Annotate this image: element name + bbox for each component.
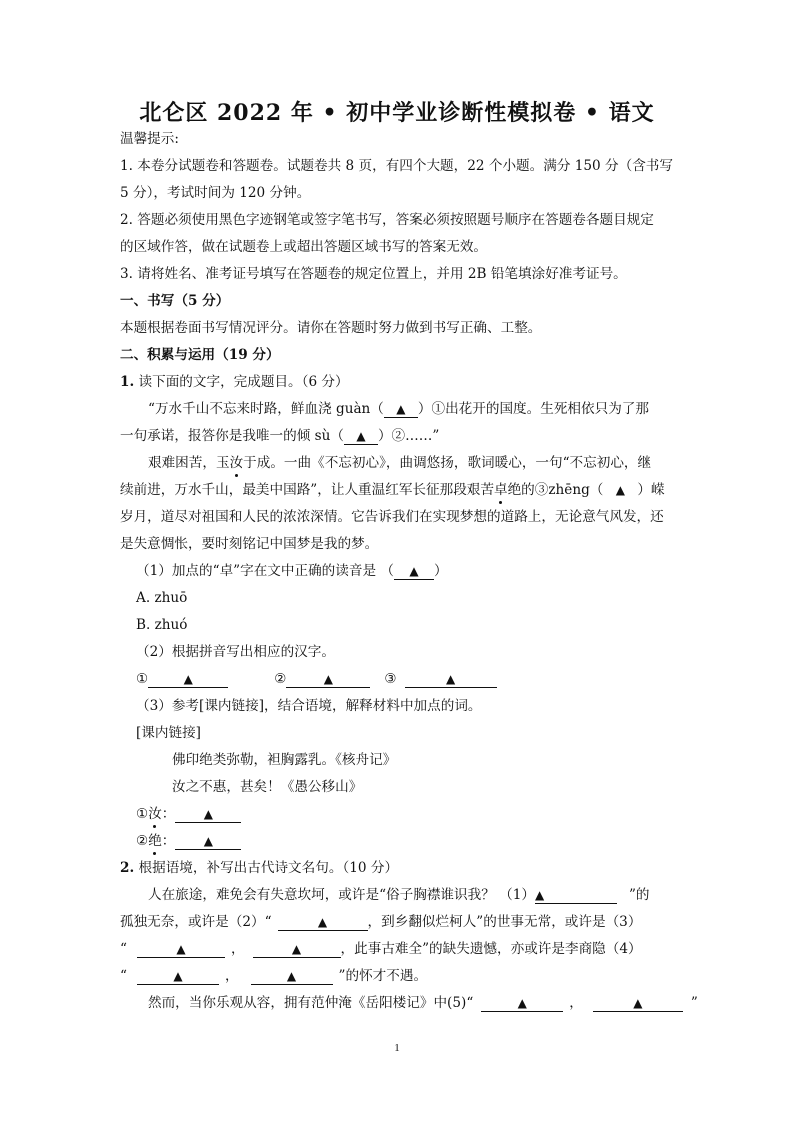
- answer-blank[interactable]: [535, 887, 617, 904]
- subquestion-3: （3）参考[课内链接]，结合语境，解释材料中加点的词。: [136, 698, 482, 714]
- poem-text: “: [120, 968, 127, 984]
- triangle-icon: ▲: [317, 915, 328, 929]
- answer-blank[interactable]: [593, 995, 683, 1012]
- poem-text: ”: [690, 995, 698, 1011]
- answer-blank[interactable]: [148, 671, 228, 688]
- circled-number: ①: [136, 806, 149, 822]
- triangle-icon: ▲: [517, 996, 527, 1010]
- passage-line-6: 是失意惆怅，要时刻铭记中国梦是我的梦。: [120, 536, 379, 552]
- poem-text: ，: [224, 968, 239, 984]
- dotted-char: 汝: [148, 806, 162, 822]
- reference-line-2: 汝之不惠，甚矣！《愚公移山》: [172, 779, 363, 795]
- subquestion-1: [136, 562, 448, 580]
- poem-line-5: [148, 994, 698, 1012]
- tips-heading: 温馨提示:: [120, 131, 179, 147]
- tip-1-line-2: 5 分），考试时间为 120 分钟。: [120, 185, 311, 201]
- passage-text: 于成。一曲《不忘初心》，曲调悠扬，歌词暖心，一句“不忘初心，继: [243, 455, 652, 471]
- poem-text: 然而，当你乐观从容，拥有范仲淹《岳阳楼记》中(5)“: [148, 995, 474, 1011]
- passage-line-1: [148, 400, 649, 418]
- page-title: 北仑区 2022 年 • 初中学业诊断性模拟卷 • 语文: [139, 100, 655, 126]
- triangle-icon: ▲: [615, 483, 625, 497]
- question-2-number: 2.: [120, 860, 135, 876]
- poem-text: ”的怀才不遇。: [338, 968, 428, 984]
- reference-line-1: 佛印绝类弥勒，袒胸露乳。《核舟记》: [172, 752, 397, 768]
- poem-line-2: [120, 913, 641, 931]
- circled-number: ②: [136, 833, 149, 849]
- poem-text: ，到乡翻似烂柯人”的世事无常，或许是（3）: [367, 914, 642, 930]
- dotted-char: 绝: [148, 833, 162, 849]
- triangle-icon: ▲: [445, 672, 456, 686]
- triangle-icon: ▲: [396, 402, 406, 416]
- answer-blank[interactable]: [603, 481, 637, 499]
- poem-text: ，此事古难全”的缺失遗憾，亦或许是李商隐（4）: [340, 941, 642, 957]
- subquestion-text: （1）加点的“卓”字在文中正确的读音是 （: [136, 563, 394, 579]
- answer-blank[interactable]: [175, 806, 241, 823]
- passage-text: ）②……”: [377, 428, 440, 444]
- question-2-text: 根据语境，补写出古代诗文名句。（10 分）: [138, 860, 399, 876]
- answer-blank[interactable]: [384, 401, 418, 418]
- triangle-icon: ▲: [291, 942, 302, 956]
- section-2-heading: 二、积累与运用（19 分）: [120, 347, 280, 363]
- question-1-number: 1.: [120, 374, 135, 390]
- dotted-char: 汝: [229, 455, 244, 471]
- passage-line-3: [148, 454, 651, 472]
- reference-link-heading: [课内链接]: [136, 725, 201, 741]
- passage-line-5: 岁月，道尽对祖国和人民的浓浓深情。它告诉我们在实现梦想的道路上，无论意气风发，还: [120, 509, 664, 525]
- poem-text: ，: [569, 995, 583, 1011]
- passage-line-4: [120, 481, 665, 499]
- passage-text: 绝的③zhēng（: [507, 482, 604, 498]
- circled-number: ①: [136, 671, 149, 687]
- question-1-text: 读下面的文字，完成题目。（6 分）: [138, 374, 349, 390]
- answer-blank[interactable]: [286, 671, 370, 688]
- triangle-icon: ▲: [356, 429, 366, 443]
- passage-text: “万水千山不忘来时路，鲜血浇 guàn（: [148, 401, 384, 417]
- triangle-icon: ▲: [176, 942, 186, 956]
- passage-text: 一句承诺，报答你是我唯一的倾 sù（: [120, 428, 344, 444]
- poem-text: ”的: [628, 887, 650, 903]
- poem-line-4: [120, 967, 427, 985]
- explain-2: [136, 832, 241, 850]
- passage-line-2: [120, 427, 439, 445]
- triangle-icon: ▲: [183, 672, 193, 686]
- triangle-icon: ▲: [173, 969, 183, 983]
- answer-blank[interactable]: [344, 428, 378, 445]
- triangle-icon: ▲: [633, 996, 643, 1010]
- poem-text: 孤独无奈，或许是（2）“: [120, 914, 272, 930]
- option-a[interactable]: A. zhuō: [136, 590, 188, 606]
- subquestion-text: ）: [433, 563, 448, 579]
- question-2: [120, 859, 398, 877]
- subquestion-2-blanks: [136, 670, 497, 688]
- answer-blank[interactable]: [481, 995, 563, 1012]
- colon: ：: [161, 833, 176, 849]
- triangle-icon: ▲: [409, 564, 419, 578]
- answer-blank[interactable]: [278, 914, 368, 931]
- triangle-icon: ▲: [203, 807, 213, 821]
- poem-line-3: [120, 940, 642, 958]
- circled-number: ③: [384, 671, 397, 687]
- explain-1: [136, 805, 241, 823]
- tip-1-line-1: 1. 本卷分试题卷和答题卷。试题卷共 8 页，有四个大题，22 个小题。满分 150 分（含书写: [120, 158, 673, 174]
- question-1: [120, 373, 349, 391]
- triangle-icon: ▲: [286, 969, 297, 983]
- tip-3: 3. 请将姓名、准考证号填写在答题卷的规定位置上，并用 2B 铅笔填涂好准考证号。: [120, 266, 627, 282]
- answer-blank[interactable]: [251, 968, 333, 985]
- triangle-icon: ▲: [203, 834, 213, 848]
- answer-blank[interactable]: [394, 563, 434, 580]
- subquestion-2: （2）根据拼音写出相应的汉字。: [136, 644, 335, 660]
- poem-line-1: [148, 886, 650, 904]
- triangle-icon: ▲: [323, 672, 333, 686]
- answer-blank[interactable]: [137, 941, 225, 958]
- passage-text: 艰难困苦，玉: [148, 455, 230, 471]
- answer-blank[interactable]: [253, 941, 341, 958]
- passage-text: 续前进，万水千山，最美中国路”，让人重温红军长征那段艰苦: [120, 482, 494, 498]
- answer-blank[interactable]: [405, 671, 497, 688]
- poem-text: 人在旅途，难免会有失意坎坷，或许是“俗子胸襟谁识我？ （1）: [148, 887, 535, 903]
- section-1-body: 本题根据卷面书写情况评分。请你在答题时努力做到书写正确、工整。: [120, 320, 542, 336]
- option-b[interactable]: B. zhuó: [136, 617, 188, 633]
- tip-2-line-2: 的区域作答，做在试题卷上或超出答题区域书写的答案无效。: [120, 239, 488, 255]
- poem-text: ，: [230, 941, 245, 957]
- answer-blank[interactable]: [175, 833, 241, 850]
- colon: ：: [161, 806, 176, 822]
- section-1-heading: 一、书写（5 分）: [120, 293, 230, 309]
- page-number: 1: [394, 1042, 400, 1054]
- circled-number: ②: [274, 671, 287, 687]
- passage-text: ）①出花开的国度。生死相依只为了那: [417, 401, 649, 417]
- triangle-icon: ▲: [534, 888, 545, 902]
- tip-2-line-1: 2. 答题必须使用黑色字迹钢笔或签字笔书写，答案必须按照题号顺序在答题卷各题目规定: [120, 212, 654, 228]
- passage-text: ）嵘: [637, 482, 665, 498]
- poem-text: “: [120, 941, 127, 957]
- dotted-char: 卓: [493, 482, 508, 498]
- answer-blank[interactable]: [137, 968, 219, 985]
